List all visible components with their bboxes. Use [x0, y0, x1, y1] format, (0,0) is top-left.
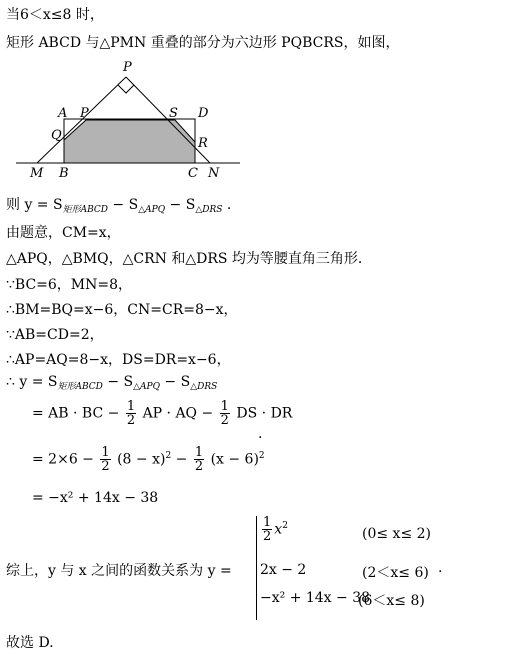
label-p: P	[80, 106, 89, 121]
text-line-conclusion: 综上，y 与 x 之间的函数关系为 y =	[6, 563, 232, 579]
label-d: D	[198, 106, 209, 121]
case-1-cond: (0≤ x≤ 2)	[362, 526, 431, 542]
text-line-bm-cn: ∴BM=BQ=x−6，CN=CR=8−x，	[6, 302, 238, 318]
formula-area-def: 则 $y = S_{矩形ABCD} - S_{\triangle APQ} - S_{\triangle DRS}$ .	[6, 197, 232, 215]
label-s: S	[169, 106, 178, 121]
formula-step-dot: .	[258, 426, 263, 442]
hexagon-pqbcrs	[64, 120, 195, 163]
text-line-condition: 当6＜x≤8 时，	[6, 7, 104, 23]
case-1-expr: $\frac{1}{2}$ $x^2$	[263, 515, 288, 544]
text-line-triangles: △APQ，△BMQ，△CRN 和△DRS 均为等腰直角三角形．	[6, 251, 372, 267]
text-line-conclusion-dot: .	[438, 560, 443, 576]
case-2-cond: (2＜x≤ 6)	[362, 565, 429, 581]
text-line-ab-cd: ∵AB=CD=2，	[6, 327, 104, 343]
formula-step-1: = AB · BC − $\frac{1}{2}$ AP · AQ − $\frac{1}{2}$ DS · DR	[32, 399, 293, 428]
fraction-half: $\frac{1}{2}$	[101, 445, 110, 474]
text-line-ap-ds: ∴AP=AQ=8−x，DS=DR=x−6，	[6, 352, 231, 368]
case-3-cond: (6＜x≤ 8)	[358, 593, 425, 609]
label-q: Q	[51, 128, 62, 143]
label-m: M	[30, 166, 44, 180]
label-n: N	[208, 166, 220, 180]
label-a: A	[58, 106, 68, 121]
case-3-expr: −x² + 14x − 38	[260, 590, 371, 606]
fraction-half: $\frac{1}{2}$	[126, 399, 136, 428]
geometry-figure	[14, 60, 244, 180]
formula-area-def-2: ∴ $y = S_{矩形ABCD} - S_{\triangle APQ} - S_{\triangle DRS}$	[6, 374, 218, 392]
text-line-bc-mn: ∵BC=6，MN=8，	[6, 277, 133, 293]
label-p-top: P	[123, 60, 132, 75]
label-r: R	[198, 136, 208, 151]
label-c: C	[188, 166, 198, 180]
fraction-half: $\frac{1}{2}$	[220, 399, 229, 428]
answer-line: 故选 D.	[6, 635, 54, 651]
formula-step-3: = −x² + 14x − 38	[32, 490, 159, 506]
text-line-overlap: 矩形 ABCD 与△PMN 重叠的部分为六边形 PQBCRS，如图，	[6, 35, 400, 51]
fraction-half: $\frac{1}{2}$	[263, 515, 272, 544]
text-line-given: 由题意，CM=x，	[6, 225, 121, 241]
formula-step-2: = 2×6 − $\frac{1}{2}$ $(8 - x)^2$ − $\frac{1}{2}$ $(x - 6)^2$	[32, 445, 265, 474]
label-b: B	[59, 166, 69, 180]
fraction-half: $\frac{1}{2}$	[194, 445, 204, 474]
case-2-expr: 2x − 2	[260, 562, 307, 578]
right-angle-mark	[118, 85, 134, 93]
